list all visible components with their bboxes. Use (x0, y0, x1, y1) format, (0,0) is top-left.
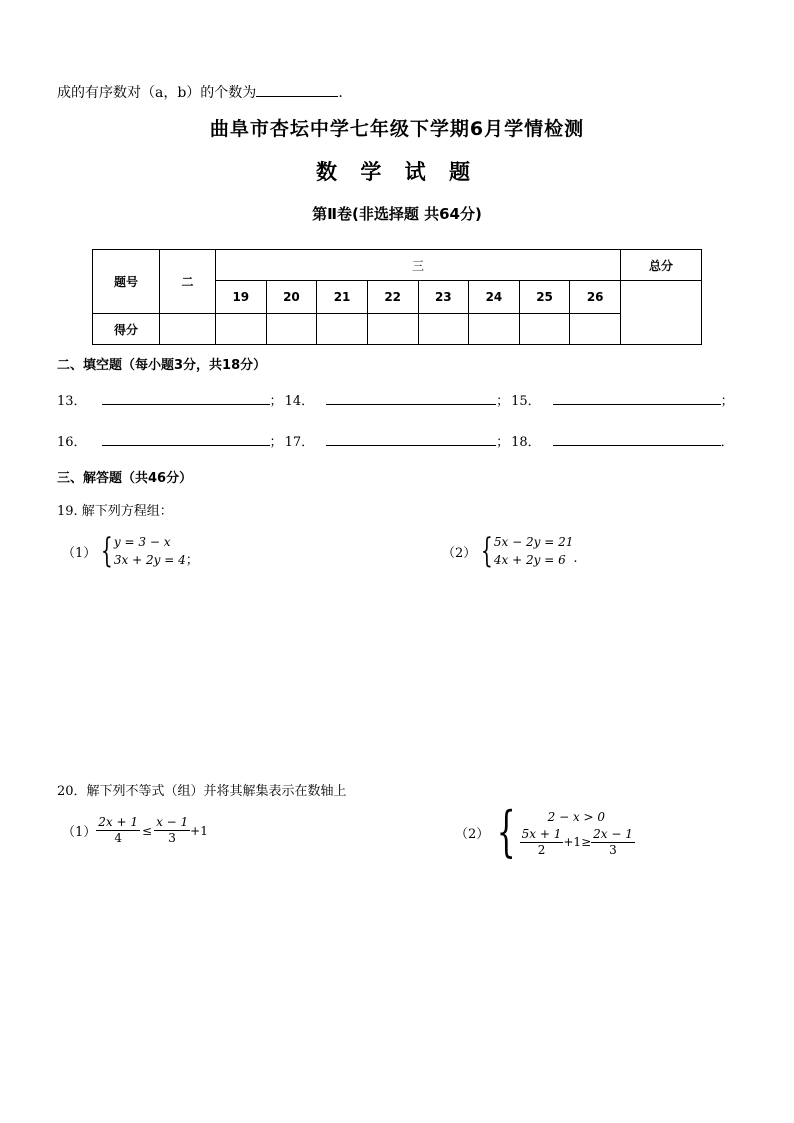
continuation-text: 成的有序数对（a，b）的个数为 (57, 85, 257, 101)
q19-p1-system (96, 533, 185, 569)
q20-part1 (62, 815, 208, 846)
score-label: 得分 (93, 314, 160, 345)
q20-part2 (455, 800, 635, 863)
q19-p1-eq2: 3x + 2y = 4 (113, 553, 186, 567)
score-cell-22[interactable] (367, 314, 418, 345)
sub-col-21: 21 (317, 281, 368, 314)
score-cell-19[interactable] (216, 314, 267, 345)
q19-prompt: 19. 解下列方程组： (57, 504, 173, 519)
sub-col-20: 20 (266, 281, 317, 314)
q19-p2-label: （2） (442, 545, 477, 561)
q20-p1-right-num: x − 1 (156, 815, 189, 829)
q20-p2-system (520, 807, 635, 858)
q20-prompt: 20．解下列不等式（组）并将其解集表示在数轴上 (57, 784, 347, 799)
q16-label: 16． (57, 435, 87, 450)
score-cell-20[interactable] (266, 314, 317, 345)
fill-row-1 (57, 390, 734, 409)
q20-p2-right-den: 3 (609, 842, 617, 857)
q19-p2-eq2: 4x + 2y = 6 (493, 553, 566, 567)
score-cell-26[interactable] (570, 314, 621, 345)
answer-blank[interactable] (256, 82, 338, 97)
fill-row-2 (57, 431, 734, 450)
section-three-heading: 三、解答题（共46分） (57, 471, 193, 486)
q20-p2-right-fraction (591, 827, 635, 858)
q20-p2-left-num: 5x + 1 (521, 826, 562, 841)
q20-p1-right-fraction (154, 815, 190, 846)
left-brace-icon: { (481, 531, 494, 571)
q19-p2-system (476, 533, 573, 569)
q20-p2-eq2 (520, 827, 635, 858)
score-cell-two[interactable] (160, 314, 216, 345)
q16-blank[interactable] (102, 432, 270, 446)
col-total: 总分 (621, 250, 702, 281)
col-section-two: 二 (160, 250, 216, 314)
q15-sep: ； (720, 394, 734, 409)
section-two-heading: 二、填空题（每小题3分，共18分） (57, 358, 267, 373)
score-cell-21[interactable] (317, 314, 368, 345)
q15-label: 15． (511, 394, 541, 409)
q18-label: 18． (511, 435, 541, 450)
q19-p1-label: （1） (62, 545, 97, 561)
score-table (92, 249, 702, 345)
score-cell-23[interactable] (418, 314, 469, 345)
sub-col-23: 23 (418, 281, 469, 314)
q19-p1-eq1: y = 3 − x (113, 535, 171, 549)
question-number-label: 题号 (93, 250, 160, 314)
q19-part2 (442, 533, 578, 569)
q19-p2-end: . (573, 550, 578, 566)
q17-sep: ； (496, 435, 510, 450)
q20-p2-left-den: 2 (537, 842, 546, 857)
sub-col-24: 24 (469, 281, 520, 314)
school-title: 曲阜市杏坛中学七年级下学期6月学情检测 (209, 118, 585, 140)
q20-p2-mid: +1≥ (563, 835, 592, 849)
q20-p1-inequality (96, 815, 208, 846)
q20-p1-left-fraction (96, 815, 140, 846)
q20-p1-left-den: 4 (114, 831, 122, 845)
q20-p1-label: （1） (62, 825, 97, 840)
q13-blank[interactable] (102, 391, 270, 405)
subject-title: 数 学 试 题 (316, 160, 478, 184)
q13-sep: ； (269, 394, 283, 409)
q17-label: 17． (284, 435, 315, 450)
q20-p1-tail: +1 (190, 823, 208, 838)
score-cell-24[interactable] (469, 314, 520, 345)
continuation-line (57, 82, 343, 102)
q19-p1-end: ； (185, 552, 199, 568)
sub-col-26: 26 (570, 281, 621, 314)
continuation-end: . (338, 85, 343, 101)
q18-blank[interactable] (553, 432, 721, 446)
sub-col-25: 25 (519, 281, 570, 314)
left-brace-icon: { (101, 531, 114, 571)
volume-title: 第Ⅱ卷(非选择题 共64分) (312, 205, 482, 223)
q14-label: 14． (284, 394, 315, 409)
q20-p2-eq1: 2 − x > 0 (547, 809, 606, 824)
score-cell-25[interactable] (519, 314, 570, 345)
q20-p1-left-num: 2x + 1 (98, 815, 139, 829)
q18-sep: ． (720, 435, 734, 450)
q20-p2-left-fraction (520, 827, 564, 858)
left-brace-icon: { (497, 800, 516, 863)
q19-p2-eq1: 5x − 2y = 21 (493, 535, 574, 549)
q14-blank[interactable] (326, 391, 496, 405)
sub-col-19: 19 (216, 281, 267, 314)
col-section-three: 三 (216, 250, 621, 281)
q17-blank[interactable] (326, 432, 496, 446)
q15-blank[interactable] (553, 391, 721, 405)
q16-sep: ； (269, 435, 283, 450)
total-score-cell[interactable] (621, 281, 702, 345)
q20-p2-label: （2） (455, 826, 490, 842)
q20-p1-relation: ≤ (142, 823, 153, 838)
q14-sep: ； (496, 394, 510, 409)
q19-part1 (62, 533, 199, 569)
q13-label: 13． (57, 394, 87, 409)
sub-col-22: 22 (367, 281, 418, 314)
q20-p2-right-num: 2x − 1 (593, 826, 633, 841)
q20-p1-right-den: 3 (168, 831, 176, 845)
